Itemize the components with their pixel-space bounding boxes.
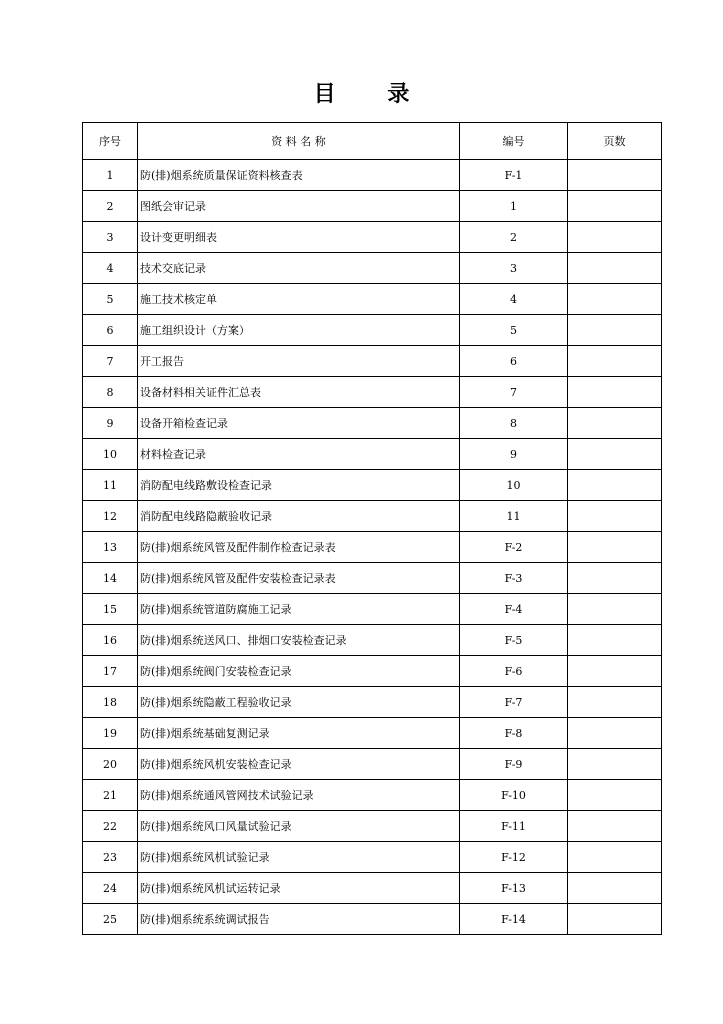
cell-pages (568, 594, 662, 625)
table-row (83, 470, 662, 501)
table-row (83, 284, 662, 315)
table-row (83, 439, 662, 470)
table-header-row (83, 123, 662, 160)
table-row (83, 656, 662, 687)
cell-pages (568, 222, 662, 253)
table-row (83, 408, 662, 439)
cell-pages (568, 625, 662, 656)
cell-name: 材料检查记录 (138, 439, 460, 470)
cell-no: 22 (83, 811, 138, 842)
cell-code: F-4 (460, 594, 568, 625)
cell-no: 8 (83, 377, 138, 408)
table-row (83, 563, 662, 594)
cell-code: F-7 (460, 687, 568, 718)
cell-code: F-5 (460, 625, 568, 656)
cell-code: 1 (460, 191, 568, 222)
table-row (83, 594, 662, 625)
cell-no: 11 (83, 470, 138, 501)
table-row (83, 842, 662, 873)
header-pages: 页数 (568, 123, 662, 160)
cell-no: 1 (83, 160, 138, 191)
cell-pages (568, 408, 662, 439)
cell-code: F-13 (460, 873, 568, 904)
cell-pages (568, 811, 662, 842)
cell-code: 7 (460, 377, 568, 408)
cell-code: F-10 (460, 780, 568, 811)
cell-name: 开工报告 (138, 346, 460, 377)
cell-code: 6 (460, 346, 568, 377)
cell-no: 14 (83, 563, 138, 594)
cell-pages (568, 253, 662, 284)
cell-name: 防(排)烟系统风口风量试验记录 (138, 811, 460, 842)
table-row (83, 346, 662, 377)
toc-table (82, 122, 662, 935)
cell-code: 11 (460, 501, 568, 532)
header-name: 资 料 名 称 (138, 123, 460, 160)
cell-name: 防(排)烟系统风机试验记录 (138, 842, 460, 873)
cell-name: 防(排)烟系统风机试运转记录 (138, 873, 460, 904)
cell-pages (568, 377, 662, 408)
cell-no: 6 (83, 315, 138, 346)
cell-pages (568, 532, 662, 563)
cell-code: 3 (460, 253, 568, 284)
cell-no: 17 (83, 656, 138, 687)
cell-no: 13 (83, 532, 138, 563)
cell-pages (568, 315, 662, 346)
cell-no: 5 (83, 284, 138, 315)
cell-pages (568, 873, 662, 904)
cell-no: 4 (83, 253, 138, 284)
cell-no: 9 (83, 408, 138, 439)
cell-code: F-12 (460, 842, 568, 873)
cell-no: 20 (83, 749, 138, 780)
cell-name: 技术交底记录 (138, 253, 460, 284)
cell-pages (568, 749, 662, 780)
cell-no: 15 (83, 594, 138, 625)
cell-code: 4 (460, 284, 568, 315)
cell-name: 施工组织设计（方案） (138, 315, 460, 346)
table-row (83, 780, 662, 811)
cell-code: 8 (460, 408, 568, 439)
cell-code: F-1 (460, 160, 568, 191)
table-row (83, 687, 662, 718)
table-row (83, 377, 662, 408)
cell-code: F-14 (460, 904, 568, 935)
table-body (83, 160, 662, 935)
cell-name: 施工技术核定单 (138, 284, 460, 315)
cell-no: 2 (83, 191, 138, 222)
table-row (83, 253, 662, 284)
cell-pages (568, 842, 662, 873)
cell-no: 19 (83, 718, 138, 749)
cell-pages (568, 687, 662, 718)
cell-pages (568, 346, 662, 377)
cell-no: 18 (83, 687, 138, 718)
cell-no: 23 (83, 842, 138, 873)
cell-code: F-6 (460, 656, 568, 687)
table-row (83, 532, 662, 563)
cell-no: 21 (83, 780, 138, 811)
cell-pages (568, 160, 662, 191)
cell-name: 防(排)烟系统基础复测记录 (138, 718, 460, 749)
cell-pages (568, 439, 662, 470)
cell-no: 12 (83, 501, 138, 532)
page-title: 目 录 (313, 82, 410, 107)
cell-pages (568, 780, 662, 811)
cell-pages (568, 563, 662, 594)
table-row (83, 718, 662, 749)
cell-code: F-11 (460, 811, 568, 842)
cell-code: F-3 (460, 563, 568, 594)
cell-name: 设备材料相关证件汇总表 (138, 377, 460, 408)
cell-pages (568, 470, 662, 501)
cell-code: F-9 (460, 749, 568, 780)
table-row (83, 160, 662, 191)
cell-no: 10 (83, 439, 138, 470)
cell-code: F-2 (460, 532, 568, 563)
cell-name: 防(排)烟系统质量保证资料核查表 (138, 160, 460, 191)
cell-pages (568, 656, 662, 687)
table-row (83, 811, 662, 842)
cell-code: F-8 (460, 718, 568, 749)
cell-pages (568, 191, 662, 222)
header-code: 编号 (460, 123, 568, 160)
cell-code: 5 (460, 315, 568, 346)
header-no: 序号 (83, 123, 138, 160)
table-row (83, 315, 662, 346)
cell-pages (568, 284, 662, 315)
table-row (83, 501, 662, 532)
cell-code: 2 (460, 222, 568, 253)
cell-name: 图纸会审记录 (138, 191, 460, 222)
cell-code: 10 (460, 470, 568, 501)
cell-name: 消防配电线路敷设检查记录 (138, 470, 460, 501)
table-row (83, 191, 662, 222)
cell-name: 防(排)烟系统通风管网技术试验记录 (138, 780, 460, 811)
cell-no: 25 (83, 904, 138, 935)
cell-name: 设备开箱检查记录 (138, 408, 460, 439)
cell-no: 24 (83, 873, 138, 904)
cell-name: 防(排)烟系统阀门安装检查记录 (138, 656, 460, 687)
cell-code: 9 (460, 439, 568, 470)
cell-name: 防(排)烟系统隐蔽工程验收记录 (138, 687, 460, 718)
table-row (83, 873, 662, 904)
cell-name: 设计变更明细表 (138, 222, 460, 253)
cell-pages (568, 718, 662, 749)
cell-pages (568, 501, 662, 532)
cell-no: 16 (83, 625, 138, 656)
table-row (83, 625, 662, 656)
cell-name: 防(排)烟系统风机安装检查记录 (138, 749, 460, 780)
cell-no: 7 (83, 346, 138, 377)
table-row (83, 904, 662, 935)
cell-name: 消防配电线路隐蔽验收记录 (138, 501, 460, 532)
cell-pages (568, 904, 662, 935)
cell-name: 防(排)烟系统风管及配件安装检查记录表 (138, 563, 460, 594)
cell-no: 3 (83, 222, 138, 253)
table-row (83, 222, 662, 253)
cell-name: 防(排)烟系统风管及配件制作检查记录表 (138, 532, 460, 563)
cell-name: 防(排)烟系统系统调试报告 (138, 904, 460, 935)
cell-name: 防(排)烟系统管道防腐施工记录 (138, 594, 460, 625)
table-row (83, 749, 662, 780)
cell-name: 防(排)烟系统送风口、排烟口安装检查记录 (138, 625, 460, 656)
